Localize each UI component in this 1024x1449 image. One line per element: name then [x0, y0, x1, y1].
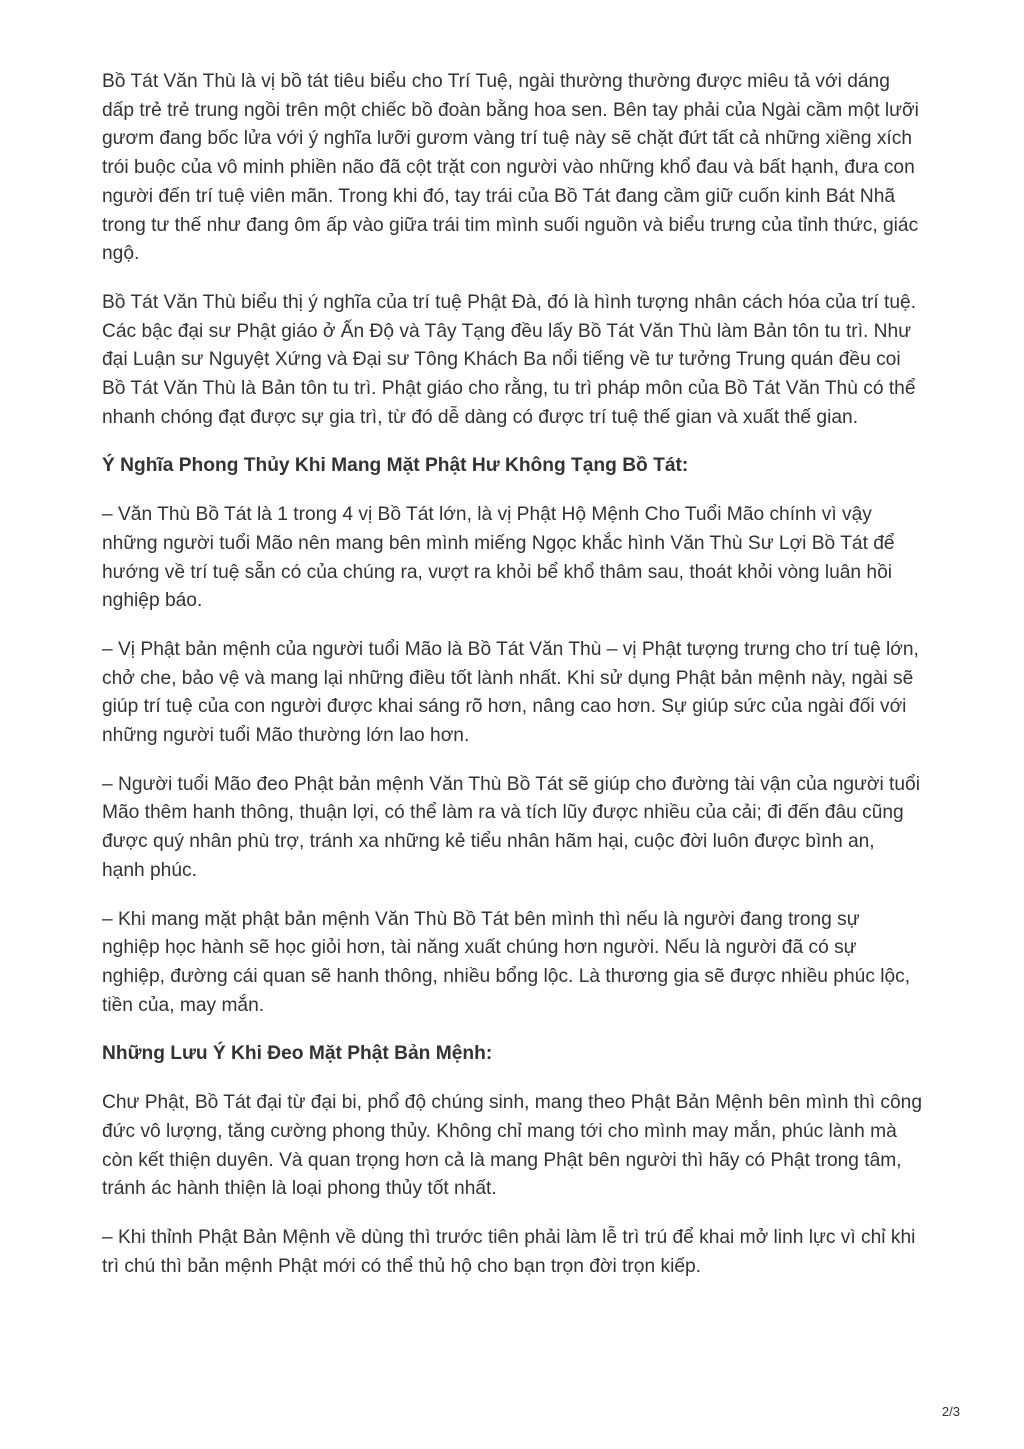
section-heading: Ý Nghĩa Phong Thủy Khi Mang Mặt Phật Hư Không Tạng Bồ Tát: — [102, 455, 689, 477]
paragraph: – Vị Phật bản mệnh của người tuổi Mão là Bồ Tát Văn Thù – vị Phật tượng trưng cho trí tuệ lớn, chở che, bảo vệ và mang lại những điều tốt lành nhất. Khi sử dụng Phật bản mệnh này, ngài sẽ giúp trí tuệ của con người được khai sáng rõ hơn, nâng cao hơn. Sự giúp sức của ngài đối với những người tuổi Mão thường lớn lao hơn. — [102, 638, 919, 747]
document-body — [102, 68, 922, 1301]
paragraph: – Người tuổi Mão đeo Phật bản mệnh Văn Thù Bồ Tát sẽ giúp cho đường tài vận của người tuổi Mão thêm hanh thông, thuận lợi, có thể làm ra và tích lũy được nhiều của cải; đi đến đâu cũng được quý nhân phù trợ, tránh xa những kẻ tiểu nhân hãm hại, cuộc đời luôn được bình an, hạnh phúc. — [102, 773, 920, 881]
paragraph: – Khi thỉnh Phật Bản Mệnh về dùng thì trước tiên phải làm lễ trì trú để khai mở linh lực vì chỉ khi trì chú thì bản mệnh Phật mới có thể thủ hộ cho bạn trọn đời trọn kiếp. — [102, 1226, 916, 1277]
section-heading: Những Lưu Ý Khi Đeo Mặt Phật Bản Mệnh: — [102, 1043, 493, 1065]
paragraph: – Khi mang mặt phật bản mệnh Văn Thù Bồ Tát bên mình thì nếu là người đang trong sự nghiệp học hành sẽ học giỏi hơn, tài năng xuất chúng hơn người. Nếu là người đã có sự nghiệp, đường cái quan sẽ hanh thông, nhiều bổng lộc. Là thương gia sẽ được nhiều phúc lộc, tiền của, may mắn. — [102, 908, 911, 1016]
paragraph: – Văn Thù Bồ Tát là 1 trong 4 vị Bồ Tát lớn, là vị Phật Hộ Mệnh Cho Tuổi Mão chính vì vậy những người tuổi Mão nên mang bên mình miếng Ngọc khắc hình Văn Thù Sư Lợi Bồ Tát để hướng về trí tuệ sẵn có của chúng ra, vượt ra khỏi bể khổ thâm sau, thoát khỏi vòng luân hồi nghiệp báo. — [102, 504, 895, 612]
paragraph: Bồ Tát Văn Thù biểu thị ý nghĩa của trí tuệ Phật Đà, đó là hình tượng nhân cách hóa của trí tuệ. Các bậc đại sư Phật giáo ở Ấn Độ và Tây Tạng đều lấy Bồ Tát Văn Thù làm Bản tôn tu trì. Như đại Luận sư Nguyệt Xứng và Đại sư Tông Khách Ba nổi tiếng về tư tưởng Trung quán đều coi Bồ Tát Văn Thù là Bản tôn tu trì. Phật giáo cho rằng, tu trì pháp môn của Bồ Tát Văn Thù có thể nhanh chóng đạt được sự gia trì, từ đó dễ dàng có được trí tuệ thế gian và xuất thế gian. — [102, 291, 917, 428]
page-number: 2/3 — [941, 1404, 960, 1419]
paragraph: Chư Phật, Bồ Tát đại từ đại bi, phổ độ chúng sinh, mang theo Phật Bản Mệnh bên mình thì công đức vô lượng, tăng cường phong thủy. Không chỉ mang tới cho mình may mắn, phúc lành mà còn kết thiện duyên. Và quan trọng hơn cả là mang Phật bên người thì hãy có Phật trong tâm, tránh ác hành thiện là loại phong thủy tốt nhất. — [102, 1092, 923, 1200]
paragraph: Bồ Tát Văn Thù là vị bồ tát tiêu biểu cho Trí Tuệ, ngài thường thường được miêu tả với dáng dấp trẻ trẻ trung ngồi trên một chiếc bồ đoàn bằng hoa sen. Bên tay phải của Ngài cầm một lưỡi gươm đang bốc lửa với ý nghĩa lưỡi gươm vàng trí tuệ này sẽ chặt đứt tất cả những xiềng xích trói buộc của vô minh phiền não đã cột trặt con người vào những khổ đau và bất hạnh, đưa con người đến trí tuệ viên mãn. Trong khi đó, tay trái của Bồ Tát đang cầm giữ cuốn kinh Bát Nhã trong tư thế như đang ôm ấp vào giữa trái tim mình suối nguồn và biểu trưng của tỉnh thức, giác ngộ. — [102, 71, 919, 265]
